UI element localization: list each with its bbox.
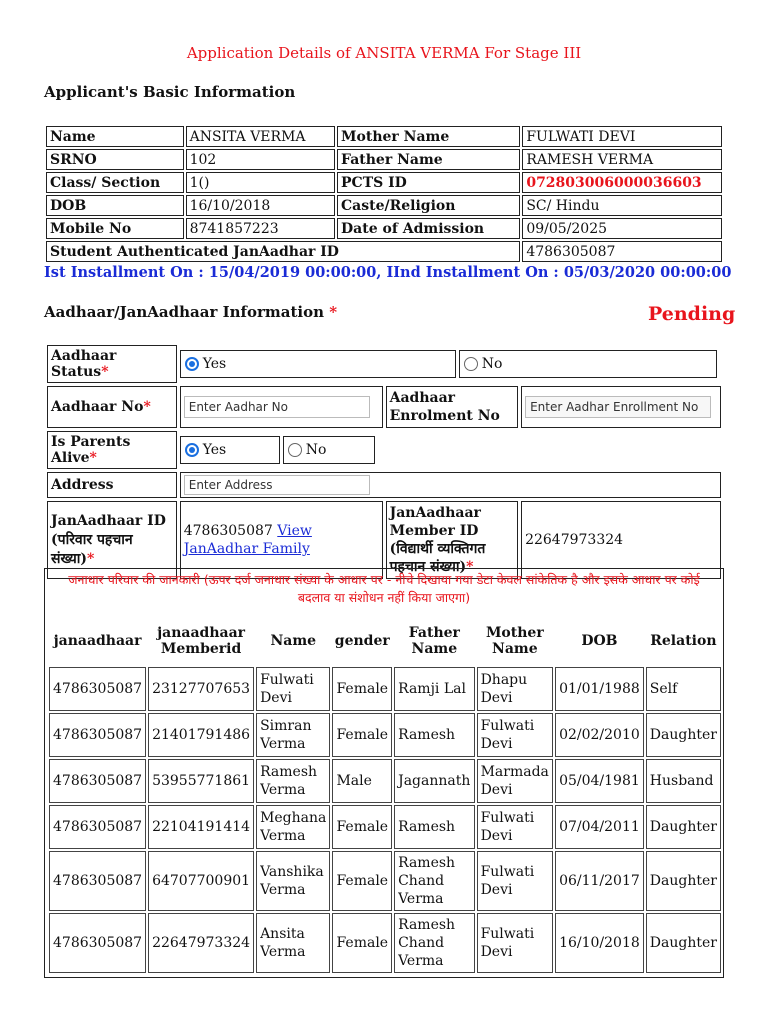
table-cell: 4786305087 [49,851,146,911]
table-row [49,851,721,911]
table-cell: 4786305087 [49,667,146,711]
caste-religion-value: SC/ Hindu [522,195,722,216]
mother-name-label: Mother Name [337,126,520,147]
table-cell: Daughter [646,713,721,757]
address-input[interactable]: Enter Address [184,475,370,495]
pcts-id-label: PCTS ID [337,172,520,193]
family-disclaimer: जनाधार परिवार की जानकारी (ऊपर दर्ज जनाधार संख्या के आधार पर - नीचे दिखाया गया डेटा केवल सांकेतिक है और इसके आधार पर कोई बदलाव या संशोधन नहीं किया जाएगा) [68,572,700,605]
aadhaar-no-label: Aadhaar No* [47,386,177,428]
table-cell: 23127707653 [148,667,254,711]
caste-religion-label: Caste/Religion [337,195,520,216]
mother-name-value: FULWATI DEVI [522,126,722,147]
table-cell: Female [332,805,392,849]
janaadhar-auth-label: Student Authenticated JanAadhar ID [46,241,520,262]
parents-alive-no-option[interactable]: No [283,436,375,464]
table-cell: Ramesh Chand Verma [394,851,474,911]
table-row [46,149,722,170]
table-cell: Ramji Lal [394,667,474,711]
table-cell: Vanshika Verma [256,851,330,911]
table-cell: Daughter [646,913,721,973]
mobile-no-label: Mobile No [46,218,184,239]
aadhaar-status-label: Aadhaar Status* [47,345,177,383]
radio-selected-icon [185,443,199,457]
table-cell: 06/11/2017 [555,851,644,911]
admission-date-value: 09/05/2025 [522,218,722,239]
table-cell: Fulwati Devi [477,713,554,757]
table-cell: Female [332,913,392,973]
table-cell: Ramesh Verma [256,759,330,803]
parents-alive-yes-option[interactable]: Yes [180,436,280,464]
dob-value: 16/10/2018 [186,195,335,216]
name-label: Name [46,126,184,147]
aadhaar-enrolment-label: Aadhaar Enrolment No [386,386,518,428]
column-header: Mother Name [485,625,544,657]
family-table [47,615,723,975]
table-row [49,913,721,973]
basic-info-table [44,124,724,264]
radio-unselected-icon [464,357,478,371]
janaadhaar-member-id-value: 22647973324 [521,501,721,579]
table-cell: Female [332,713,392,757]
basic-info-heading: Applicant's Basic Information [44,83,296,101]
aadhaar-no-input[interactable]: Enter Aadhar No [184,396,370,418]
table-cell: Ramesh Chand Verma [394,913,474,973]
table-cell: 02/02/2010 [555,713,644,757]
dob-label: DOB [46,195,184,216]
column-header: Relation [650,633,717,649]
table-cell: Daughter [646,851,721,911]
table-cell: 05/04/1981 [555,759,644,803]
pcts-id-value: 072803006000036603 [522,172,722,193]
aadhaar-section-title: Aadhaar/JanAadhaar Information [44,303,325,321]
table-cell: Simran Verma [256,713,330,757]
page-title: Application Details of ANSITA VERMA For Stage III [186,44,582,62]
srno-value: 102 [186,149,335,170]
status-badge: Pending [648,303,736,325]
column-header: janaadhaar [53,633,142,649]
column-header: Name [270,633,317,649]
table-row [46,195,722,216]
table-cell: Female [332,667,392,711]
table-cell: 4786305087 [49,713,146,757]
table-cell: Male [332,759,392,803]
table-row [49,805,721,849]
table-cell: Fulwati Devi [477,805,554,849]
parents-alive-label: Is Parents Alive* [47,431,177,469]
view-janaadhar-family-link[interactable]: View JanAadhar Family [183,523,312,557]
table-cell: 07/04/2011 [555,805,644,849]
table-row [46,241,722,262]
table-cell: Self [646,667,721,711]
father-name-label: Father Name [337,149,520,170]
aadhaar-info-table [44,342,724,582]
table-cell: Fulwati Devi [256,667,330,711]
family-table-header [49,617,721,665]
table-cell: 4786305087 [49,805,146,849]
name-value: ANSITA VERMA [186,126,335,147]
table-row [46,172,722,193]
table-cell: Ramesh [394,805,474,849]
radio-unselected-icon [288,443,302,457]
column-header: janaadhaar Memberid [157,625,246,657]
table-cell: Dhapu Devi [477,667,554,711]
table-cell: 64707700901 [148,851,254,911]
class-section-label: Class/ Section [46,172,184,193]
table-row [49,713,721,757]
table-row [46,126,722,147]
table-cell: Husband [646,759,721,803]
table-cell: Meghana Verma [256,805,330,849]
required-mark: * [329,303,338,321]
aadhaar-enrolment-input[interactable]: Enter Aadhar Enrollment No [525,396,711,418]
aadhaar-status-no-option[interactable]: No [459,350,717,378]
table-row [49,667,721,711]
table-cell: Daughter [646,805,721,849]
table-cell: 16/10/2018 [555,913,644,973]
class-section-value: 1() [186,172,335,193]
table-cell: Female [332,851,392,911]
janaadhaar-id-label: JanAadhaar ID (परिवार पहचान संख्या)* [47,501,177,579]
aadhaar-status-yes-option[interactable]: Yes [180,350,456,378]
column-header: DOB [581,633,618,649]
table-cell: Fulwati Devi [477,851,554,911]
janaadhaar-id-value: 4786305087 [183,523,273,539]
srno-label: SRNO [46,149,184,170]
table-cell: Ramesh [394,713,474,757]
radio-selected-icon [185,357,199,371]
table-row [49,759,721,803]
father-name-value: RAMESH VERMA [522,149,722,170]
table-row [46,218,722,239]
address-label: Address [47,472,177,498]
column-header: gender [334,633,390,649]
table-cell: Jagannath [394,759,474,803]
installment-info: Ist Installment On : 15/04/2019 00:00:00, IInd Installment On : 05/03/2020 00:00:00 [44,264,732,281]
table-cell: 4786305087 [49,759,146,803]
table-cell: 21401791486 [148,713,254,757]
aadhaar-section-heading [44,303,337,321]
janaadhaar-member-id-label: JanAadhaar Member ID (विद्यार्थी व्यक्तिगत पहचान संख्या)* [386,501,518,579]
table-cell: 4786305087 [49,913,146,973]
table-cell: 22647973324 [148,913,254,973]
table-cell: 22104191414 [148,805,254,849]
table-cell: 01/01/1988 [555,667,644,711]
table-cell: Fulwati Devi [477,913,554,973]
table-cell: Ansita Verma [256,913,330,973]
table-cell: Marmada Devi [477,759,554,803]
admission-date-label: Date of Admission [337,218,520,239]
table-cell: 53955771861 [148,759,254,803]
column-header: Father Name [408,625,460,657]
janaadhaar-family-panel [44,568,724,978]
janaadhar-auth-value: 4786305087 [522,241,722,262]
mobile-no-value: 8741857223 [186,218,335,239]
